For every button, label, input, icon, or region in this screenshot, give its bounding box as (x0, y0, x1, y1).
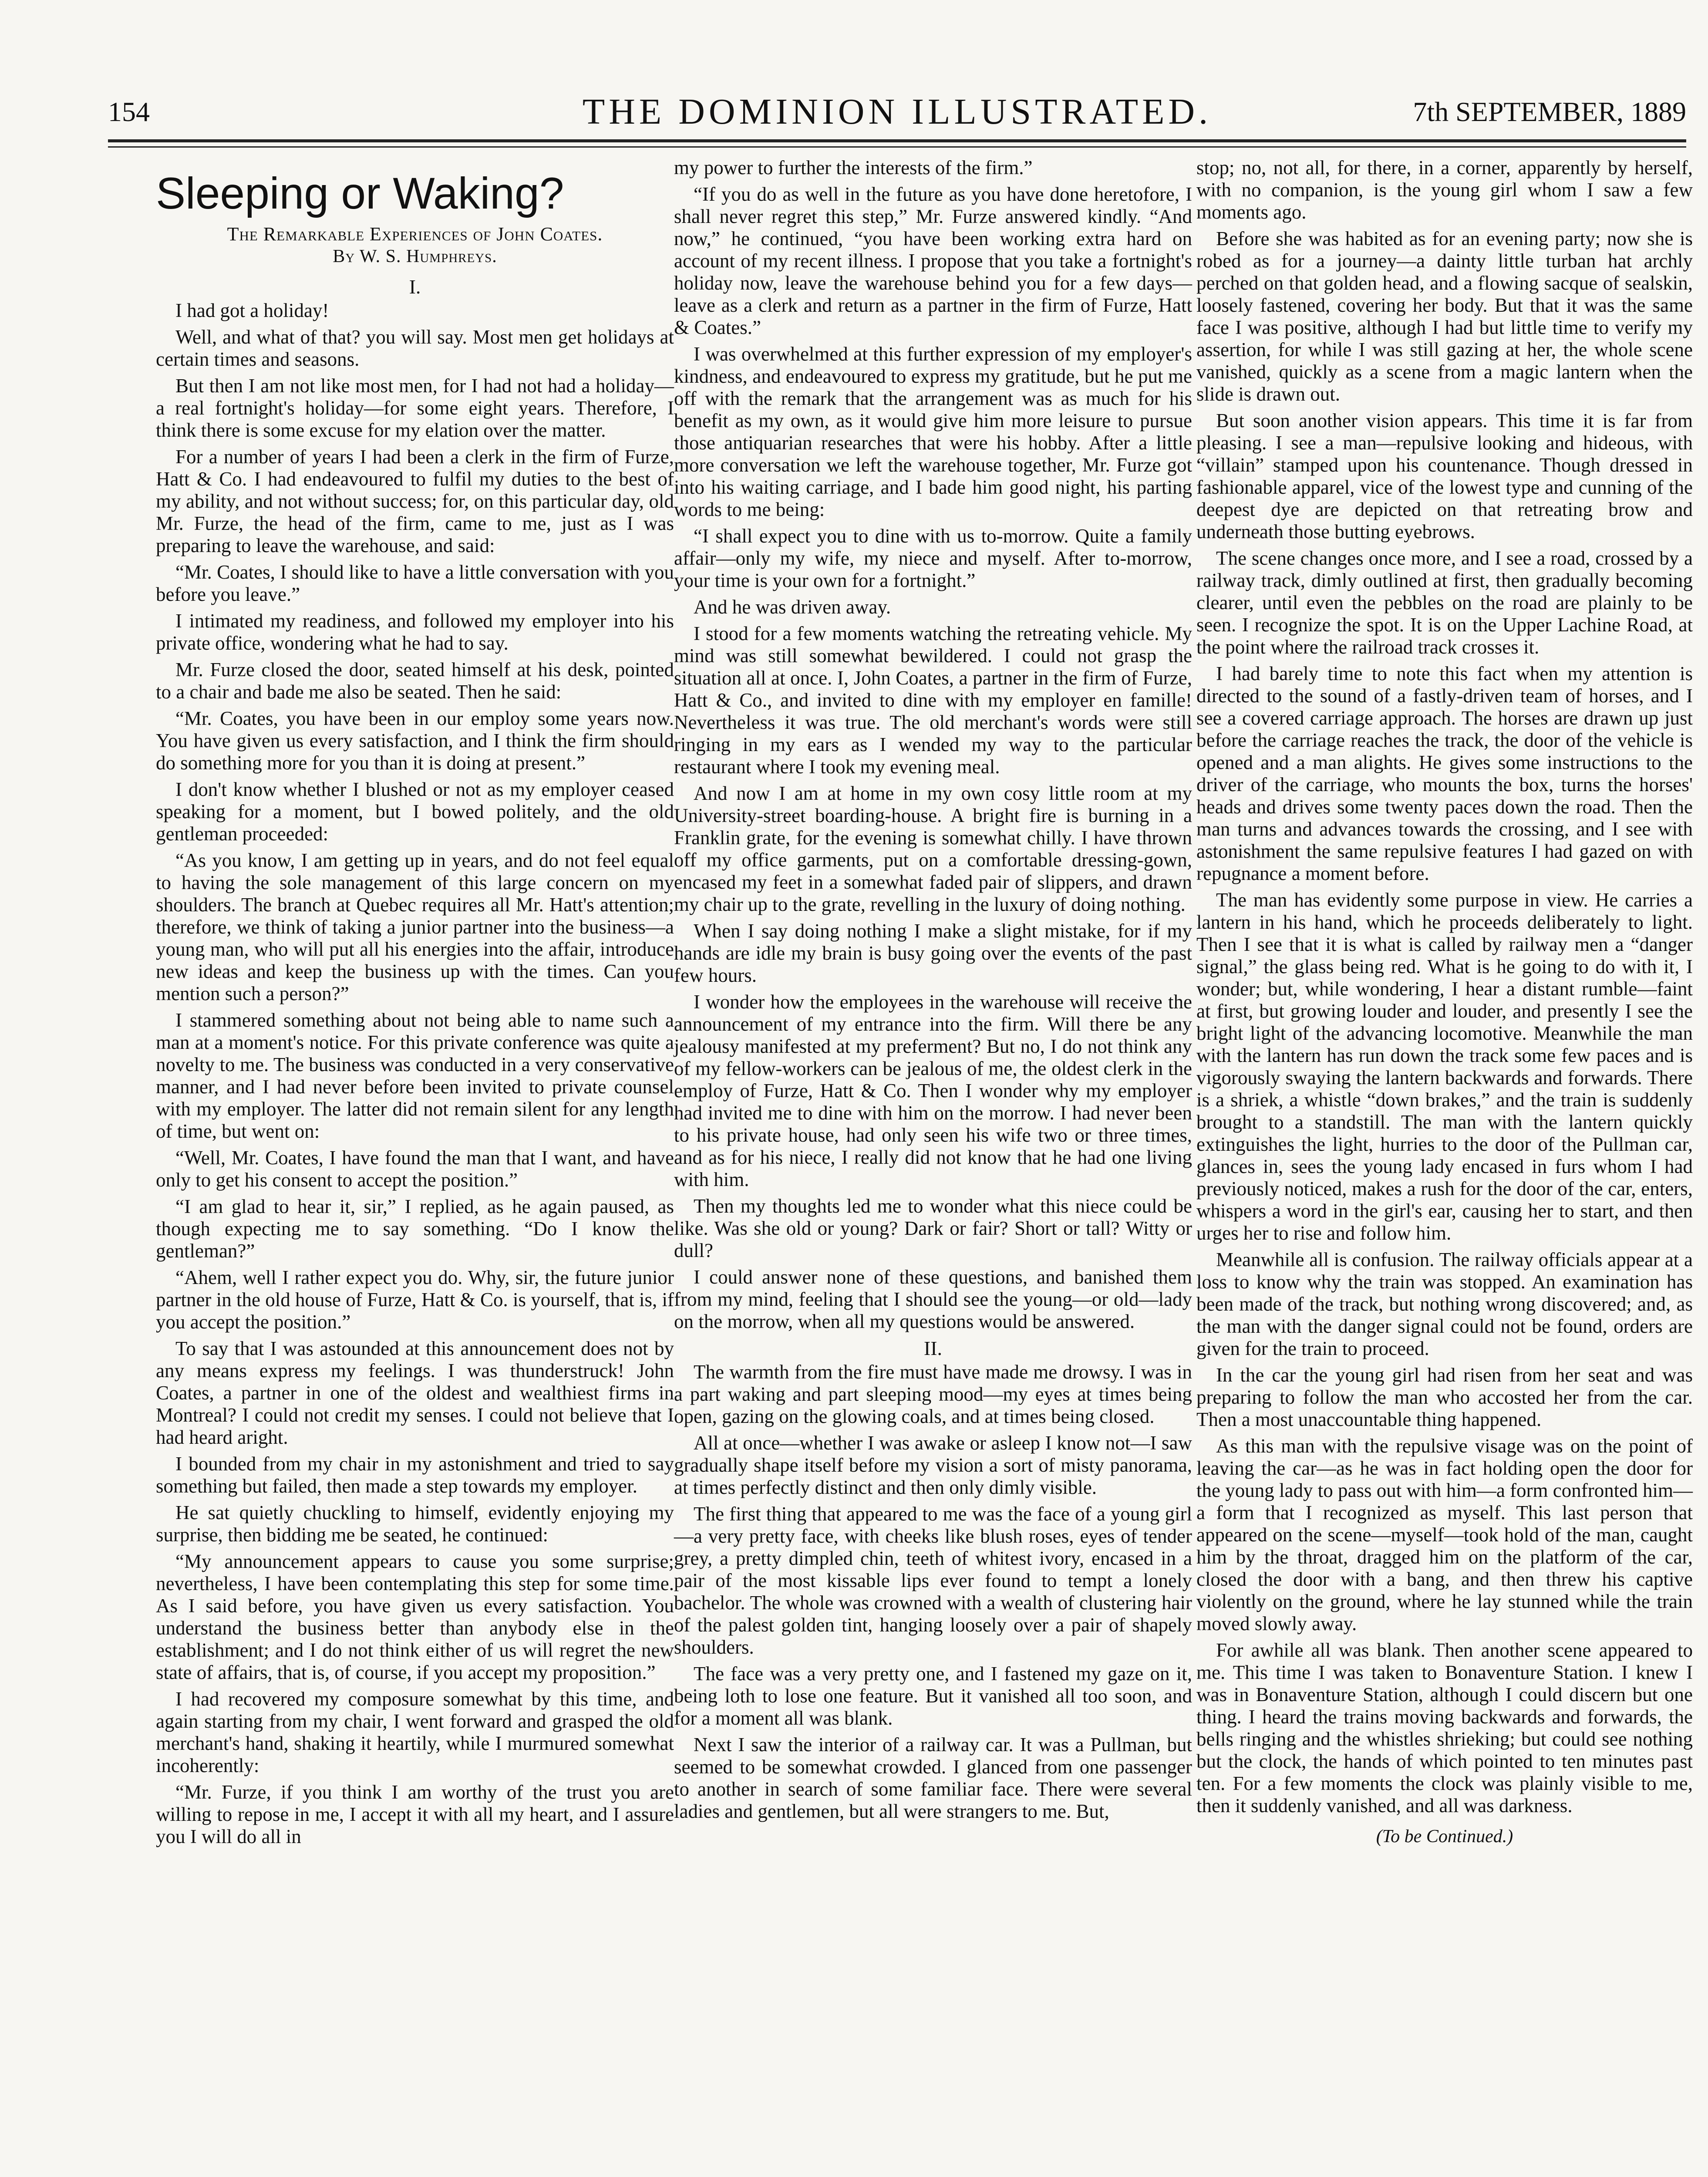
paragraph: “Mr. Coates, you have been in our employ some years now. You have given us every satisfaction, and I think the firm should do something more for you than it is doing at present.” (156, 708, 674, 774)
paragraph: Mr. Furze closed the door, seated himself at his desk, pointed to a chair and bade me also be seated. Then he said: (156, 659, 674, 703)
paragraph: I was overwhelmed at this further expression of my employer's kindness, and endeavoured to express my gratitude, but he put me off with the remark that the arrangement was as much for his benefit as my own, as it would give him more leisure to pursue those antiquarian researches that were his hobby. After a little more conversation we left the warehouse together, Mr. Furze got into his waiting carriage, and I bade him good night, his parting words to me being: (674, 343, 1192, 520)
paragraph: But soon another vision appears. This time it is far from pleasing. I see a man—repulsive looking and hideous, with “villain” stamped upon his countenance. Though dressed in fashionable apparel, vice of the lowest type and cunning of the deepest dye are depicted on that retreating brow and underneath those butting eyebrows. (1196, 410, 1693, 543)
paragraph: I don't know whether I blushed or not as my employer ceased speaking for a moment, but I bowed politely, and the old gentleman proceeded: (156, 778, 674, 845)
paragraph: I could answer none of these questions, and banished them from my mind, feeling that I should see the young—or old—lady on the morrow, when all my questions would be answered. (674, 1266, 1192, 1332)
paragraph: Meanwhile all is confusion. The railway officials appear at a loss to know why the train was stopped. An examination has been made of the track, but nothing wrong discovered; and, as the man with the danger signal could not be found, orders are given for the train to proceed. (1196, 1249, 1693, 1359)
paragraph: I had got a holiday! (175, 300, 329, 321)
paragraph: Next I saw the interior of a railway car. It was a Pullman, but seemed to be somewhat crowded. I glanced from one passenger to another in search of some familiar face. There were several ladies and gentlemen, but all were strangers to me. But, (674, 1734, 1192, 1822)
paragraph: The scene changes once more, and I see a road, crossed by a railway track, dimly outlined at first, then gradually becoming clearer, until even the pebbles on the road are plainly to be seen. I recognize the spot. It is on the Upper Lachine Road, at the point where the railroad track crosses it. (1196, 547, 1693, 658)
paragraph: As this man with the repulsive visage was on the point of leaving the car—as he was in fact holding open the door for the young lady to pass out with him—a form confronted him—a form that I recognized as myself. This last person that appeared on the scene—myself—took hold of the man, caught him by the throat, dragged him on the platform of the car, closed the door with a bang, and then threw his captive violently on the ground, where he lay stunned while the train moved slowly away. (1196, 1435, 1693, 1634)
paragraph: And now I am at home in my own cosy little room at my University-street boarding-house. A bright fire is burning in a Franklin grate, for the evening is somewhat chilly. I have thrown off my office garments, put on a comfortable dressing-gown, encased my feet in a somewhat faded pair of slippers, and drawn my chair up to the grate, revelling in the luxury of doing nothing. (674, 782, 1192, 915)
masthead-rule (108, 139, 1686, 142)
to-be-continued: (To be Continued.) (1376, 1827, 1513, 1847)
column-1 (156, 157, 674, 1852)
column-2 (674, 157, 1192, 1827)
issue-date: 7th SEPTEMBER, 1889 (1413, 96, 1686, 127)
paragraph: “As you know, I am getting up in years, and do not feel equal to having the sole management of this large concern on my shoulders. The branch at Quebec requires all Mr. Hatt's attention; therefore, we think of taking a junior partner into the business—a young man, who will put all his energies into the affair, introduce new ideas and keep the business up with the times. Can you mention such a person?” (156, 849, 674, 1004)
paragraph: Before she was habited as for an evening party; now she is robed as for a journey—a dainty little turban hat archly perched on that golden head, and a flowing sacque of sealskin, loosely fastened, covering her body. But that it was the same face I was positive, although I had but little time to verify my assertion, for while I was still gazing at her, the whole scene vanished, quickly as a scene from a magic lantern when the slide is drawn out. (1196, 228, 1693, 405)
paragraph: “Mr. Furze, if you think I am worthy of the trust you are willing to repose in me, I accept it with all my heart, and I assure you I will do all in (156, 1781, 674, 1847)
paragraph: I bounded from my chair in my astonishment and tried to say something but failed, then made a step towards my employer. (156, 1453, 674, 1497)
paragraph: The first thing that appeared to me was the face of a young girl—a very pretty face, with cheeks like blush roses, eyes of tender grey, a pretty dimpled chin, teeth of whitest ivory, encased in a pair of the most kissable lips ever found to tempt a lonely bachelor. The whole was crowned with a wealth of clustering hair of the palest golden tint, hanging loosely over a pair of shapely shoulders. (674, 1503, 1192, 1658)
paragraph: “My announcement appears to cause you some surprise; nevertheless, I have been contemplating this step for some time. As I said before, you have given us every satisfaction. You understand the business better than anybody else in the establishment; and I do not think either of us will regret the new state of affairs, that is, of course, if you accept my proposition.” (156, 1550, 674, 1683)
paragraph: “If you do as well in the future as you have done heretofore, I shall never regret this step,” Mr. Furze answered kindly. “And now,” he continued, “you have been working extra hard on account of my recent illness. I propose that you take a fortnight's holiday now, leave the warehouse behind you for a few days—leave as a clerk and return as a partner in the firm of Furze, Hatt & Coates.” (674, 183, 1192, 338)
publication-title: THE DOMINION ILLUSTRATED. (582, 91, 1212, 132)
page-number: 154 (108, 96, 150, 127)
paragraph: I had recovered my composure somewhat by this time, and again starting from my chair, I went forward and grasped the old merchant's hand, shaking it heartily, while I murmured somewhat incoherently: (156, 1688, 674, 1776)
column-3 (1196, 157, 1693, 1848)
paragraph: I stood for a few moments watching the retreating vehicle. My mind was still somewhat bewildered. I could not grasp the situation all at once. I, John Coates, a partner in the firm of Furze, Hatt & Co., and invited to dine with my employer en famille! Nevertheless it was true. The old merchant's words were still ringing in my ears as I wended my way to the particular restaurant where I took my evening meal. (674, 623, 1192, 778)
article-byline: By W. S. Humphreys. (333, 246, 497, 266)
section-heading-1: I. (409, 276, 421, 298)
paragraph: I had barely time to note this fact when my attention is directed to the sound of a fastly-driven team of horses, and I see a covered carriage approach. The horses are drawn up just before the carriage reaches the track, the door of the vehicle is opened and a man alights. He gives some instructions to the driver of the carriage, who mounts the box, turns the horses' heads and drives some twenty paces down the road. Then the man turns and advances towards the crossing, and I see with astonishment the same repulsive features I had gazed on with repugnance a moment before. (1196, 663, 1693, 884)
paragraph: my power to further the interests of the firm.” (674, 157, 1033, 179)
paragraph: For awhile all was blank. Then another scene appeared to me. This time I was taken to Bonaventure Station. I knew I was in Bonaventure Station, although I could discern but one thing. I heard the trains moving backwards and forwards, the bells ringing and the whistles shrieking; but could see nothing but the clock, the hands of which pointed to ten minutes past ten. For a few moments the clock was plainly visible to me, then it suddenly vanished, and all was darkness. (1196, 1639, 1693, 1816)
column-1-text (156, 300, 674, 1848)
paragraph: “Ahem, well I rather expect you do. Why, sir, the future junior partner in the old house of Furze, Hatt & Co. is yourself, that is, if you accept the position.” (156, 1267, 674, 1333)
paragraph: Well, and what of that? you will say. Most men get holidays at certain times and seasons. (156, 326, 674, 370)
paragraph: The warmth from the fire must have made me drowsy. I was in a part waking and part sleeping mood—my eyes at times being open, gazing on the glowing coals, and at times being closed. (674, 1361, 1192, 1427)
column-2-text-b (674, 1361, 1192, 1823)
paragraph: All at once—whether I was awake or asleep I know not—I saw gradually shape itself before my vision a sort of misty panorama, at times perfectly distinct and then only dimly visible. (674, 1432, 1192, 1498)
paragraph: He sat quietly chuckling to himself, evidently enjoying my surprise, then bidding me be seated, he continued: (156, 1502, 674, 1546)
column-2-text-a (674, 157, 1192, 1333)
paragraph: I intimated my readiness, and followed my employer into his private office, wondering what he had to say. (156, 610, 674, 654)
paragraph: When I say doing nothing I make a slight mistake, for if my hands are idle my brain is busy going over the events of the past few hours. (674, 920, 1192, 986)
masthead (108, 87, 1686, 139)
paragraph: “I shall expect you to dine with us to-morrow. Quite a family affair—only my wife, my niece and myself. After to-morrow, your time is your own for a fortnight.” (674, 525, 1192, 591)
paragraph: “Well, Mr. Coates, I have found the man that I want, and have only to get his consent to accept the position.” (156, 1147, 674, 1191)
paragraph: For a number of years I had been a clerk in the firm of Furze, Hatt & Co. I had endeavoured to fulfil my duties to the best of my ability, and not without success; for, on this particular day, old Mr. Furze, the head of the firm, came to me, just as I was preparing to leave the warehouse, and said: (156, 446, 674, 556)
article-subtitle: The Remarkable Experiences of John Coates. (227, 223, 603, 245)
paragraph: And he was driven away. (694, 596, 891, 618)
paragraph: The face was a very pretty one, and I fastened my gaze on it, being loth to lose one feature. But it vanished all too soon, and for a moment all was blank. (674, 1663, 1192, 1729)
paragraph: The man has evidently some purpose in view. He carries a lantern in his hand, which he proceeds deliberately to light. Then I see that it is what is called by railway men a “danger signal,” the glass being red. What is he going to do with it, I wonder; but, while wondering, I hear a distant rumble—faint at first, but growing louder and louder, and presently I see the bright light of the advancing locomotive. Meanwhile the man with the lantern has run down the track some few paces and is vigorously swaying the lantern backwards and forwards. There is a shriek, a whistle “down brakes,” and the train is suddenly brought to a standstill. The man with the lantern quickly extinguishes the light, hurries to the door of the Pullman car, glances in, sees the young lady encased in furs whom I had previously noticed, makes a rush for the door of the car, enters, whispers a word in the girl's ear, causing her to start, and then urges her to rise and follow him. (1196, 889, 1693, 1244)
paragraph: “I am glad to hear it, sir,” I replied, as he again paused, as though expecting me to say something. “Do I know the gentleman?” (156, 1196, 674, 1262)
article-title: Sleeping or Waking? (156, 168, 564, 218)
section-heading-2: II. (923, 1337, 943, 1359)
paragraph: “Mr. Coates, I should like to have a little conversation with you before you leave.” (156, 561, 674, 605)
paragraph: stop; no, not all, for there, in a corner, apparently by herself, with no companion, is the young girl whom I saw a few moments ago. (1196, 157, 1693, 223)
paragraph: To say that I was astounded at this announcement does not by any means express my feelings. I was thunderstruck! John Coates, a partner in one of the oldest and wealthiest firms in Montreal? I could not credit my senses. I could not believe that I had heard aright. (156, 1338, 674, 1448)
paragraph: I wonder how the employees in the warehouse will receive the announcement of my entrance into the firm. Will there be any jealousy manifested at my preferment? But no, I do not think any of my fellow-workers can be jealous of me, the oldest clerk in the employ of Furze, Hatt & Co. Then I wonder why my employer had invited me to dine with him on the morrow. I had never been to his private house, had only seen his wife two or three times, and as for his niece, I really did not know that he had one living with him. (674, 991, 1192, 1190)
paragraph: I stammered something about not being able to name such a man at a moment's notice. For this private conference was quite a novelty to me. The business was conducted in a very conservative manner, and I had never before been invited to private counsel with my employer. The latter did not remain silent for any length of time, but went on: (156, 1009, 674, 1142)
paragraph: In the car the young girl had risen from her seat and was preparing to follow the man who accosted her from the car. Then a most unaccountable thing happened. (1196, 1364, 1693, 1430)
paragraph: But then I am not like most men, for I had not had a holiday—a real fortnight's holiday—for some eight years. Therefore, I think there is some excuse for my elation over the matter. (156, 375, 674, 441)
paragraph: Then my thoughts led me to wonder what this niece could be like. Was she old or young? Dark or fair? Short or tall? Witty or dull? (674, 1195, 1192, 1261)
masthead-rule-thin (108, 146, 1686, 148)
column-3-text (1196, 157, 1693, 1817)
